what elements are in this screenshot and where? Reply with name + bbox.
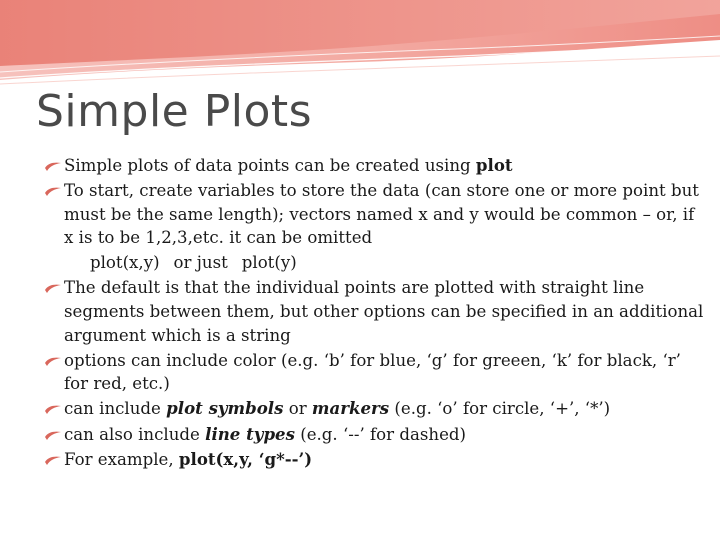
list-item: To start, create variables to store the data (can store one or more point but must be the same length); vectors named x and y would be common – or, if x is to be 1,2,3,etc. it can be omitted	[44, 179, 704, 250]
swoosh-bullet-icon	[44, 355, 62, 367]
list-item: options can include color (e.g. ‘b’ for blue, ‘g’ for greeen, ‘k’ for black, ‘r’ for red, etc.)	[44, 349, 704, 396]
bullet-list	[44, 154, 704, 473]
list-item: can include plot symbols or markers (e.g. ‘o’ for circle, ‘+’, ‘*’)	[44, 397, 704, 421]
list-item: The default is that the individual points are plotted with straight line segments between them, but other options can be specified in an additional argument which is a string	[44, 276, 704, 347]
swoosh-bullet-icon	[44, 429, 62, 441]
swoosh-bullet-icon	[44, 160, 62, 172]
swoosh-bullet-icon	[44, 454, 62, 466]
list-item: plot(x,y) or just plot(y)	[90, 253, 297, 273]
header-banner	[0, 0, 720, 90]
list-item: Simple plots of data points can be created using plot	[44, 154, 704, 178]
swoosh-bullet-icon	[44, 282, 62, 294]
list-item: can also include line types (e.g. ‘--’ for dashed)	[44, 423, 704, 447]
list-item: For example, plot(x,y, ‘g*--’)	[44, 448, 704, 472]
swoosh-bullet-icon	[44, 185, 62, 197]
swoosh-bullet-icon	[44, 403, 62, 415]
slide-title: Simple Plots	[36, 86, 313, 137]
banner-waves	[0, 0, 720, 90]
